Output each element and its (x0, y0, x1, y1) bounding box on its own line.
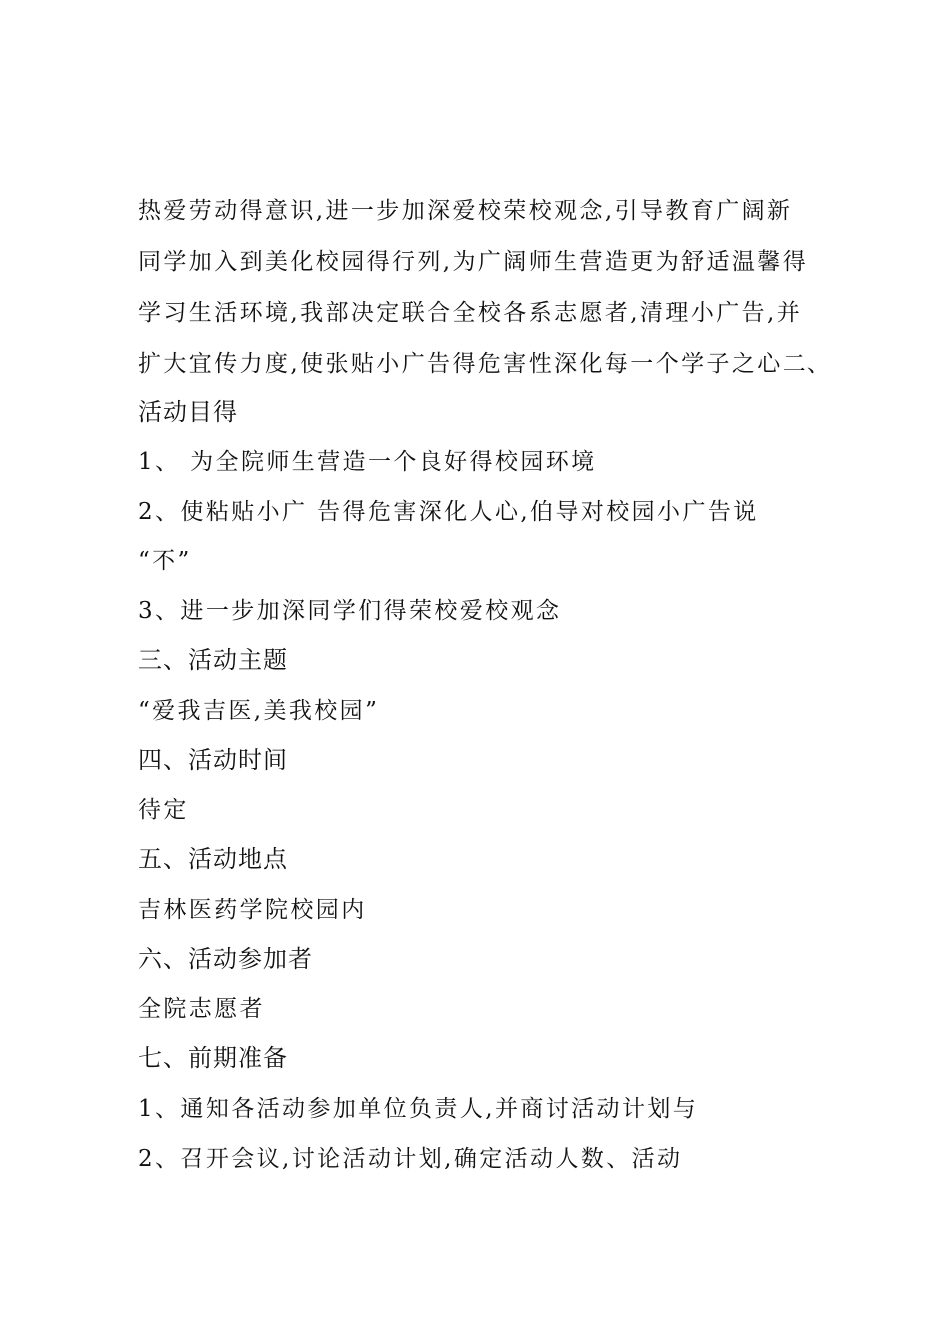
goal-2: 2、使粘贴小广 告得危害深化人心,伯导对校园小广告说 (138, 499, 759, 525)
participants-text: 全院志愿者 (138, 996, 265, 1022)
intro-line-3: 学习生活环境,我部决定联合全校各系志愿者,清理小广告,并 (138, 300, 803, 326)
section4-heading: 四、活动时间 (138, 746, 288, 774)
goal-3: 3、进一步加深同学们得荣校爱校观念 (138, 598, 562, 624)
prep-2: 2、召开会议,讨论活动计划,确定活动人数、活动 (138, 1146, 683, 1172)
intro-line-2: 同学加入到美化校园得行列,为广阔师生营造更为舒适温馨得 (138, 249, 809, 275)
section3-heading: 三、活动主题 (138, 646, 288, 674)
section7-heading: 七、前期准备 (138, 1044, 288, 1072)
goal-2-continued: “不” (138, 548, 192, 574)
section2-heading: 活动目得 (138, 398, 238, 426)
intro-line-4 (138, 349, 831, 379)
section6-heading: 六、活动参加者 (138, 945, 313, 973)
location-text: 吉林医药学院校园内 (138, 897, 367, 923)
theme-text: “爱我吉医,美我校园” (138, 698, 380, 724)
goal-1: 1、 为全院师生营造一个良好得校园环境 (138, 449, 597, 475)
intro-line-1: 热爱劳动得意识,进一步加深爱校荣校观念,引导教育广阔新 (138, 198, 793, 224)
intro-line-4-text: 扩大宜传力度,使张贴小广告得危害性深化每一个学子之心 (138, 351, 783, 377)
section2-heading-start: 二、 (782, 351, 831, 377)
time-text: 待定 (138, 797, 189, 823)
prep-1: 1、通知各活动参加单位负责人,并商讨活动计划与 (138, 1096, 699, 1122)
section5-heading: 五、活动地点 (138, 845, 288, 873)
